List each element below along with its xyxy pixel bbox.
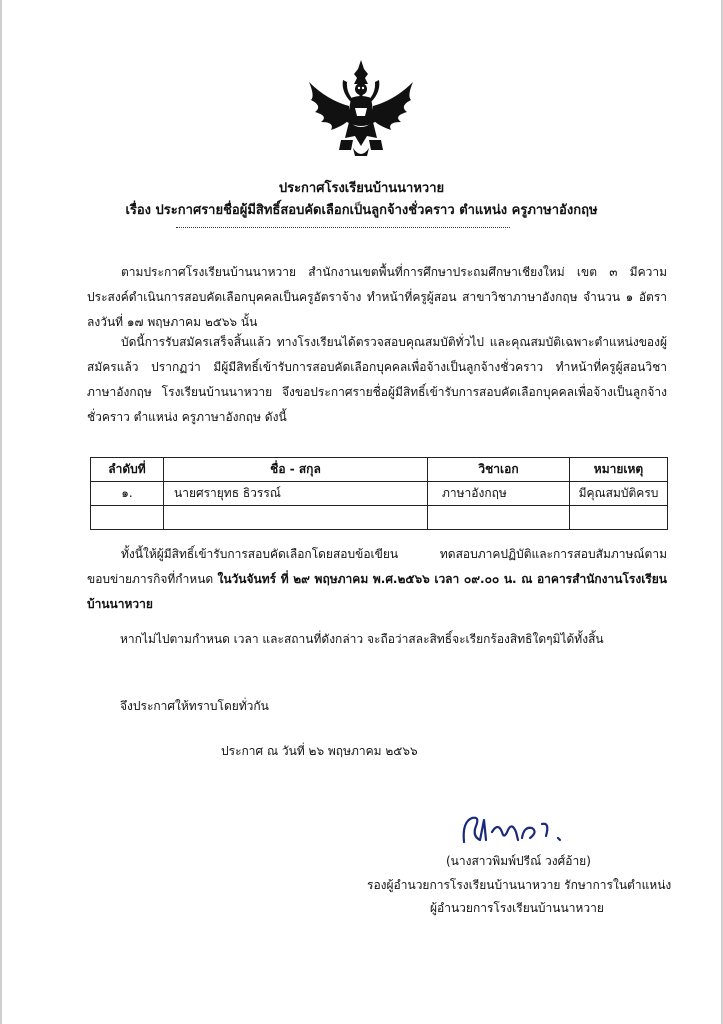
paragraph-2-text: บัดนี้การรับสมัครเสร็จสิ้นแล้ว ทางโรงเรียนได้ตรวจสอบคุณสมบัติทั่วไป และคุณสมบัติเฉพาะตำแหน่งของผู้สมัครแล้ว ปรากฏว่า มีผู้มีสิทธิ์เข้ารับการสอบคัดเลือกบุคคลเพื่อจ้างเป็นลูกจ้างชั่วคราว ทำหน้าที่ครูผู้สอนวิชาภาษาอังกฤษ โรงเรียนบ้านนาหวาย จึงขอประกาศรายชื่อผู้มีสิทธิ์เข้ารับการสอบคัดเลือกบุคคลเพื่อจ้างเป็นลูกจ้างชั่วคราว ตำแหน่ง ครูภาษาอังกฤษ ดังนี้ — [87, 335, 667, 424]
paragraph-1-text: ตามประกาศโรงเรียนบ้านนาหวาย สำนักงานเขตพื้นที่การศึกษาประถมศึกษาเชียงใหม่ เขต ๓ มีความประสงค์ดำเนินการสอบคัดเลือกบุคคลเป็นครูอัตราจ้าง ทำหน้าที่ครูผู้สอน สาขาวิชาภาษาอังกฤษ จำนวน ๑ อัตรา ลงวันที่ ๑๗ พฤษภาคม ๒๕๖๖ นั้น — [87, 265, 667, 329]
paragraph-3-text: ทั้งนี้ให้ผู้มีสิทธิ์เข้ารับการสอบคัดเลือกโดยสอบข้อเขียน ทดสอบภาคปฏิบัติและการสอบสัมภาษณ์ตามขอบข่ายภารกิจที่กำหนด — [87, 547, 667, 586]
cell-order — [91, 506, 164, 530]
body-paragraph-2 — [87, 330, 667, 430]
table-header-row — [91, 458, 668, 482]
cell-name: นายศรายุทธ ธิวรรณ์ — [164, 482, 428, 506]
garuda-emblem-icon — [305, 60, 417, 160]
table-row — [91, 482, 668, 506]
body-paragraph-4: หากไม่ไปตามกำหนด เวลา และสถานที่ดังกล่าว จะถือว่าสละสิทธิ์จะเรียกร้องสิทธิใดๆมิได้ทั้งสิ้น — [120, 632, 604, 646]
exam-schedule-text: ในวันจันทร์ ที่ ๒๙ พฤษภาคม พ.ศ.๒๕๖๖ เวลา ๐๙.๐๐ น. ณ อาคารสำนักงานโรงเรียนบ้านนาหวาย — [87, 572, 667, 611]
body-paragraph-3 — [87, 542, 667, 617]
cell-order: ๑. — [91, 482, 164, 506]
closing-announcement: จึงประกาศให้ทราบโดยทั่วกัน — [120, 699, 269, 713]
announcement-title: ประกาศโรงเรียนบ้านนาหวาย — [278, 181, 445, 196]
candidate-table — [90, 457, 668, 530]
cell-name — [164, 506, 428, 530]
header-remark: หมายเหตุ — [570, 458, 668, 482]
announcement-date: ประกาศ ณ วันที่ ๒๖ พฤษภาคม ๒๕๖๖ — [221, 744, 418, 758]
cell-remark: มีคุณสมบัติครบ — [570, 482, 668, 506]
dotted-divider — [176, 227, 510, 228]
table-row — [91, 506, 668, 530]
signatory-position: รองผู้อำนวยการโรงเรียนบ้านนาหวาย รักษาการในตำแหน่ง — [367, 878, 672, 892]
body-paragraph-1 — [87, 260, 667, 335]
signatory-position-line-2: ผู้อำนวยการโรงเรียนบ้านนาหวาย — [430, 901, 604, 915]
page-edge-left — [0, 0, 2, 1024]
cell-major — [428, 506, 570, 530]
header-order: ลำดับที่ — [91, 458, 164, 482]
signatory-name: (นางสาวพิมพ์ปรีณ์ วงศ์อ้าย) — [446, 854, 591, 868]
cell-remark — [570, 506, 668, 530]
header-major: วิชาเอก — [428, 458, 570, 482]
header-name: ชื่อ - สกุล — [164, 458, 428, 482]
cell-major: ภาษาอังกฤษ — [428, 482, 570, 506]
handwritten-signature-icon — [458, 810, 568, 850]
announcement-subject: เรื่อง ประกาศรายชื่อผู้มีสิทธิ์สอบคัดเลือกเป็นลูกจ้างชั่วคราว ตำแหน่ง ครูภาษาอังกฤษ — [125, 203, 598, 218]
